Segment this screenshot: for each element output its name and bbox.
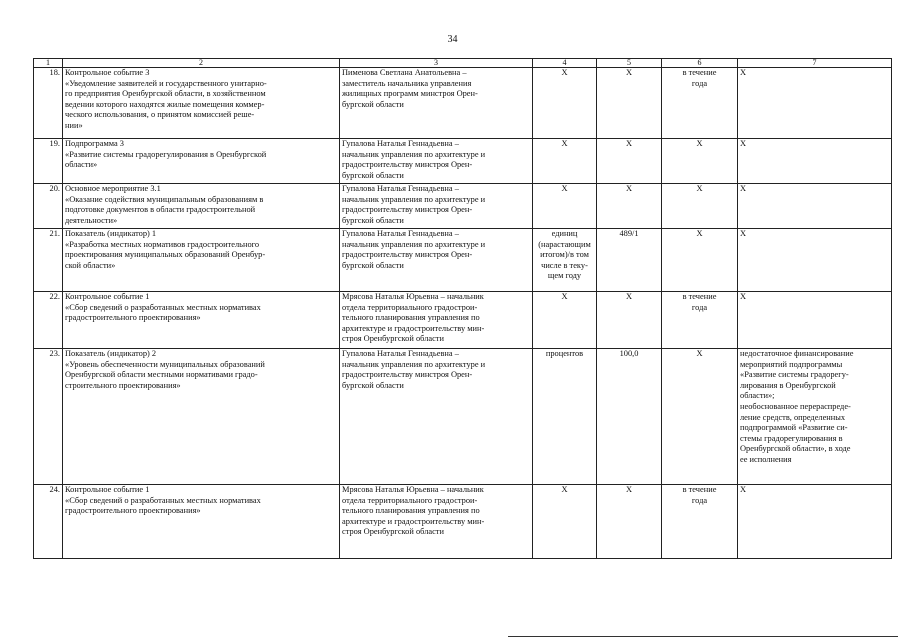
cell-text-line: ческого использования, о принятом комиссией реше- xyxy=(65,110,255,120)
cell-text-line: Гупалова Наталья Геннадьевна – xyxy=(342,229,459,238)
cell-text-line: Подпрограмма 3 xyxy=(65,139,124,148)
cell-text-line: Мрясова Наталья Юрьевна – начальник xyxy=(342,485,484,494)
cell-text-line: ской области» xyxy=(65,260,116,270)
page-number: 34 xyxy=(447,34,458,45)
cell-text-line: «Уровень обеспеченности муниципальных образований xyxy=(65,359,265,369)
cell-text-line: 100,0 xyxy=(619,349,639,358)
cell-text-line: начальник управления по архитектуре и xyxy=(342,359,486,369)
cell-text-line: процентов xyxy=(545,349,584,358)
cell-text-line: нии» xyxy=(65,120,83,130)
cell-text-line: в течение xyxy=(682,292,717,301)
cell-text-line: Х xyxy=(625,68,633,77)
cell-text-line: «Оказание содействия муниципальным образованиям в xyxy=(65,194,264,204)
cell-text-line: отдела территориального градострои- xyxy=(342,302,478,312)
unit-cell xyxy=(533,184,597,229)
cell-text-line: необоснованное перераспреде- xyxy=(740,401,851,411)
cell-text-line: Основное мероприятие 3.1 xyxy=(65,184,161,193)
cell-text-line: строя Оренбургской области xyxy=(342,334,444,344)
cell-text-line: Х xyxy=(740,292,747,301)
cell-text-line: ее исполнения xyxy=(740,454,792,464)
table-row xyxy=(34,68,892,139)
responsible-person-cell xyxy=(340,229,533,292)
cell-text-line: начальник управления по архитектуре и xyxy=(342,239,486,249)
cell-text-line: года xyxy=(691,78,708,88)
cell-text-line: Мрясова Наталья Юрьевна – начальник xyxy=(342,292,484,301)
responsible-person-cell xyxy=(340,349,533,485)
cell-text-line: Х xyxy=(561,68,568,77)
deadline-cell xyxy=(662,485,738,559)
row-number-cell: 23. xyxy=(34,349,63,485)
row-number-cell: 18. xyxy=(34,68,63,139)
cell-text-line: жилищных программ минстроя Орен- xyxy=(342,89,478,99)
value-cell xyxy=(597,68,662,139)
cell-text-line: Х xyxy=(740,229,747,238)
cell-text-line: ведении которого находятся жилые помещения коммер- xyxy=(65,99,265,109)
cell-text-line: проектирования муниципальных образований Оренбур- xyxy=(65,250,266,260)
column-header: 1 xyxy=(34,59,63,68)
cell-text-line: «Разработка местных нормативов градостроительного xyxy=(65,239,260,249)
row-number-cell: 21. xyxy=(34,229,63,292)
cell-text-line: Х xyxy=(625,485,633,494)
cell-text-line: Х xyxy=(561,139,568,148)
event-description-cell xyxy=(63,349,340,485)
cell-text-line: «Уведомление заявителей и государственного унитарно- xyxy=(65,78,267,88)
cell-text-line: Пименова Светлана Анатольевна – xyxy=(342,68,467,77)
cell-text-line: «Сбор сведений о разработанных местных нормативах xyxy=(65,302,261,312)
table-row xyxy=(34,229,892,292)
deadline-cell xyxy=(662,292,738,349)
risk-cell xyxy=(738,184,892,229)
cell-text-line: архитектуре и градостроительству мин- xyxy=(342,516,485,526)
cell-text-line: Х xyxy=(561,184,568,193)
cell-text-line: градостроительству минстроя Орен- xyxy=(342,205,473,215)
cell-text-line: подготовке документов в области градостроительной xyxy=(65,205,256,215)
column-header: 6 xyxy=(662,59,738,68)
cell-text-line: Х xyxy=(740,485,747,494)
cell-text-line: Х xyxy=(740,184,747,193)
cell-text-line: Показатель (индикатор) 1 xyxy=(65,229,157,238)
plan-table xyxy=(33,58,892,559)
value-cell xyxy=(597,184,662,229)
deadline-cell xyxy=(662,184,738,229)
cell-text-line: Х xyxy=(561,292,568,301)
cell-text-line: деятельности» xyxy=(65,215,118,225)
cell-text-line: начальник управления по архитектуре и xyxy=(342,194,486,204)
risk-cell xyxy=(738,485,892,559)
cell-text-line: недостаточное финансирование xyxy=(740,349,854,358)
cell-text-line: градостроительству минстроя Орен- xyxy=(342,370,473,380)
cell-text-line: числе в теку- xyxy=(541,260,588,270)
cell-text-line: градостроительного проектирования» xyxy=(65,506,201,516)
cell-text-line: единиц xyxy=(551,229,578,238)
table-row xyxy=(34,184,892,229)
table-row xyxy=(34,139,892,184)
cell-text-line: подпрограммой «Развитие си- xyxy=(740,423,848,433)
cell-text-line: «Сбор сведений о разработанных местных нормативах xyxy=(65,495,261,505)
cell-text-line: Гупалова Наталья Геннадьевна – xyxy=(342,139,459,148)
responsible-person-cell xyxy=(340,139,533,184)
cell-text-line: градостроительного проектирования» xyxy=(65,313,201,323)
column-header: 5 xyxy=(597,59,662,68)
risk-cell xyxy=(738,349,892,485)
cell-text-line: области» xyxy=(65,160,98,170)
column-header: 7 xyxy=(738,59,892,68)
cell-text-line: бургской области xyxy=(342,170,404,180)
cell-text-line: года xyxy=(691,302,708,312)
cell-text-line: начальник управления по архитектуре и xyxy=(342,149,486,159)
event-description-cell xyxy=(63,68,340,139)
cell-text-line: Контрольное событие 3 xyxy=(65,68,150,77)
value-cell xyxy=(597,292,662,349)
unit-cell xyxy=(533,485,597,559)
deadline-cell xyxy=(662,229,738,292)
cell-text-line: Показатель (индикатор) 2 xyxy=(65,349,157,358)
row-number-cell: 22. xyxy=(34,292,63,349)
cell-text-line: отдела территориального градострои- xyxy=(342,495,478,505)
cell-text-line: строительного проектирования» xyxy=(65,380,181,390)
unit-cell xyxy=(533,139,597,184)
cell-text-line: мероприятий подпрограммы xyxy=(740,359,843,369)
cell-text-line: Контрольное событие 1 xyxy=(65,485,150,494)
cell-text-line: «Развитие системы градорегу- xyxy=(740,370,849,380)
responsible-person-cell xyxy=(340,184,533,229)
cell-text-line: Оренбургской области местными нормативами градо- xyxy=(65,370,258,380)
cell-text-line: 489/1 xyxy=(619,229,639,238)
cell-text-line: Х xyxy=(740,139,747,148)
unit-cell xyxy=(533,229,597,292)
cell-text-line: Х xyxy=(625,184,633,193)
unit-cell xyxy=(533,68,597,139)
cell-text-line: года xyxy=(691,495,708,505)
cell-text-line: лирования в Оренбургской xyxy=(740,380,836,390)
responsible-person-cell xyxy=(340,292,533,349)
cell-text-line: тельного планирования управления по xyxy=(342,506,480,516)
value-cell xyxy=(597,139,662,184)
column-header: 4 xyxy=(533,59,597,68)
cell-text-line: го предприятия Оренбургской области, в хозяйственном xyxy=(65,89,266,99)
cell-text-line: градостроительству минстроя Орен- xyxy=(342,250,473,260)
unit-cell xyxy=(533,292,597,349)
table-row xyxy=(34,292,892,349)
cell-text-line: щем году xyxy=(547,271,582,281)
cell-text-line: итогом)/в том xyxy=(540,250,589,260)
event-description-cell xyxy=(63,184,340,229)
cell-text-line: градостроительству минстроя Орен- xyxy=(342,160,473,170)
header-row xyxy=(34,59,892,68)
value-cell xyxy=(597,485,662,559)
table-row xyxy=(34,349,892,485)
cell-text-line: Контрольное событие 1 xyxy=(65,292,150,301)
responsible-person-cell xyxy=(340,68,533,139)
table-row xyxy=(34,485,892,559)
cell-text-line: (нарастающим xyxy=(538,239,591,249)
cell-text-line: ление средств, определенных xyxy=(740,412,846,422)
cell-text-line: Х xyxy=(561,485,568,494)
cell-text-line: стемы градорегулирования в xyxy=(740,433,843,443)
cell-text-line: Х xyxy=(696,229,703,238)
risk-cell xyxy=(738,139,892,184)
cell-text-line: бургской области xyxy=(342,215,404,225)
cell-text-line: заместитель начальника управления xyxy=(342,78,472,88)
event-description-cell xyxy=(63,139,340,184)
risk-cell xyxy=(738,229,892,292)
cell-text-line: Х xyxy=(740,68,747,77)
deadline-cell xyxy=(662,349,738,485)
cell-text-line: Х xyxy=(625,292,633,301)
cell-text-line: тельного планирования управления по xyxy=(342,313,480,323)
row-number-cell: 19. xyxy=(34,139,63,184)
cell-text-line: Гупалова Наталья Геннадьевна – xyxy=(342,349,459,358)
cell-text-line: области»; xyxy=(740,391,775,401)
risk-cell xyxy=(738,68,892,139)
event-description-cell xyxy=(63,229,340,292)
cell-text-line: в течение xyxy=(682,68,717,77)
event-description-cell xyxy=(63,485,340,559)
column-header: 2 xyxy=(63,59,340,68)
column-header: 3 xyxy=(340,59,533,68)
risk-cell xyxy=(738,292,892,349)
cell-text-line: Гупалова Наталья Геннадьевна – xyxy=(342,184,459,193)
cell-text-line: бургской области xyxy=(342,260,404,270)
event-description-cell xyxy=(63,292,340,349)
responsible-person-cell xyxy=(340,485,533,559)
cell-text-line: «Развитие системы градорегулирования в Оренбургской xyxy=(65,149,267,159)
cell-text-line: бургской области xyxy=(342,380,404,390)
row-number-cell: 24. xyxy=(34,485,63,559)
cell-text-line: Х xyxy=(696,349,703,358)
cell-text-line: Х xyxy=(696,184,703,193)
cell-text-line: бургской области xyxy=(342,99,404,109)
row-number-cell: 20. xyxy=(34,184,63,229)
cell-text-line: Х xyxy=(625,139,633,148)
footer-rule xyxy=(508,636,898,637)
cell-text-line: в течение xyxy=(682,485,717,494)
deadline-cell xyxy=(662,68,738,139)
deadline-cell xyxy=(662,139,738,184)
cell-text-line: строя Оренбургской области xyxy=(342,527,444,537)
cell-text-line: Оренбургской области», в ходе xyxy=(740,444,851,454)
value-cell xyxy=(597,229,662,292)
cell-text-line: архитектуре и градостроительству мин- xyxy=(342,323,485,333)
cell-text-line: Х xyxy=(696,139,703,148)
unit-cell xyxy=(533,349,597,485)
value-cell xyxy=(597,349,662,485)
